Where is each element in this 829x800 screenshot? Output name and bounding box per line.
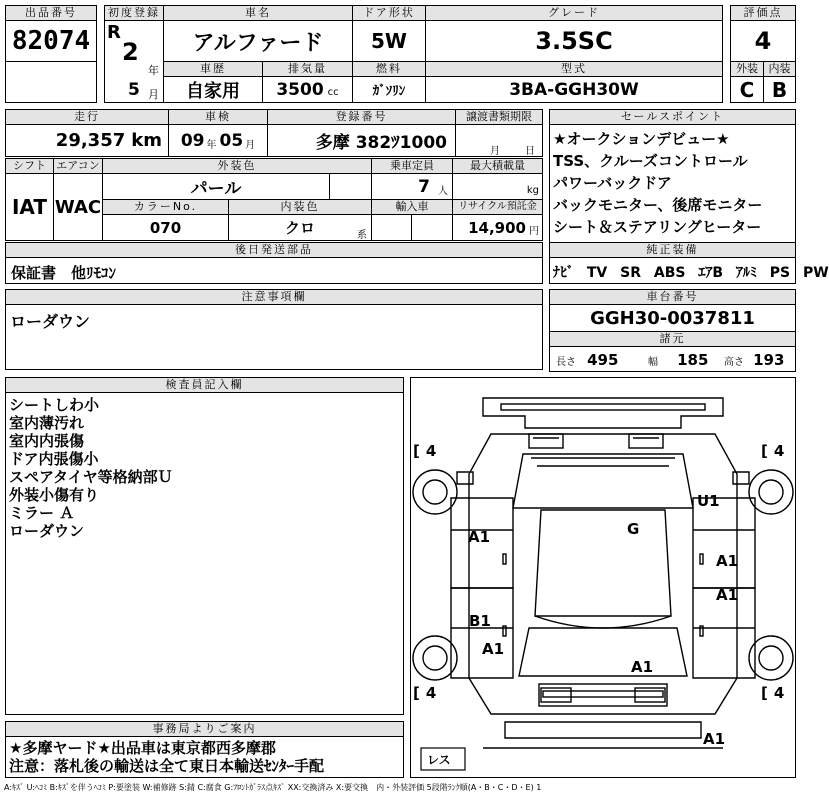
lot-no-blank xyxy=(5,61,97,103)
load-label: 最大積載量 xyxy=(452,158,543,174)
mark-a1-right-rear: A1 xyxy=(716,586,739,604)
sales-item: TSS、クルーズコントロール xyxy=(553,152,748,170)
recycle-label: リサイクル預託金 xyxy=(452,199,543,215)
later-value: 保証書 他ﾘﾓｺﾝ xyxy=(11,264,117,282)
insp-year-unit: 年 xyxy=(206,140,217,151)
mileage-unit: km xyxy=(131,130,162,151)
lot-no-label: 出品番号 xyxy=(5,5,97,21)
office-label: 事務局よりご案内 xyxy=(5,721,404,737)
mark-a1-left-front: A1 xyxy=(468,528,491,546)
inspector-label: 検査員記入欄 xyxy=(5,377,404,393)
displacement: 3500 xyxy=(276,79,324,100)
score: 4 xyxy=(730,20,796,62)
color: パール xyxy=(102,173,330,200)
tire-fr-value: 4 xyxy=(773,442,785,460)
sales-list xyxy=(553,128,762,238)
plate-label: 登録番号 xyxy=(267,109,456,125)
color-no-label: カラーNo. xyxy=(102,199,229,215)
mileage-label: 走行 xyxy=(5,109,169,125)
int-color: クロ xyxy=(284,219,315,237)
tire-fl-value: 4 xyxy=(425,442,437,460)
sales-item: シート＆ステアリングヒーター xyxy=(553,218,762,236)
length-label: 長さ xyxy=(556,357,576,368)
capacity-unit: 人 xyxy=(438,186,448,197)
color-label: 外装色 xyxy=(102,158,372,174)
legend: A:ｷｽﾞ U:ﾍｺﾐ B:ｷｽﾞを伴うﾍｺﾐ P:要塗装 W:補修跡 S:錆 C:腐食 G:ﾌﾛﾝﾄｶﾞﾗｽ点ｷｽﾞ XX:交換済み X:要交換 内・外装評価 5段階ﾗﾝｸ順(A・B・C・D・E) 1 xyxy=(4,783,542,792)
mark-b1: B1 xyxy=(469,612,491,630)
lot-no: 82074 xyxy=(5,20,97,62)
equipment-list xyxy=(553,262,829,282)
office-line-1: ★多摩ヤード★出品車は東京都西多摩郡 xyxy=(9,739,276,757)
spare-value: レス xyxy=(427,753,451,767)
shift: IAT xyxy=(5,173,54,241)
reg-month-unit: 月 xyxy=(148,88,159,101)
door-label: ドア形状 xyxy=(352,5,426,21)
tire-fl: [ 4 xyxy=(413,442,437,460)
inspection-label: 車検 xyxy=(168,109,268,125)
mark-a1-bumper: A1 xyxy=(703,730,726,748)
transfer-month-unit: 月 xyxy=(490,146,500,157)
import-left xyxy=(371,214,412,241)
grade: 3.5SC xyxy=(425,20,723,62)
notes-value: ローダウン xyxy=(10,312,91,331)
fuel-label: 燃料 xyxy=(352,61,426,77)
load-box xyxy=(452,173,543,200)
equipment-item: PS xyxy=(769,265,791,281)
equipment-item: ｱﾙﾐ xyxy=(735,265,757,281)
insp-month-unit: 月 xyxy=(245,140,256,151)
equipment-item: SR xyxy=(620,265,642,281)
import-label: 輸入車 xyxy=(371,199,453,215)
model: 3BA-GGH30W xyxy=(425,76,723,103)
reg-year: 2 xyxy=(122,38,139,66)
ac-label: エアコン xyxy=(53,158,103,174)
length: 495 xyxy=(587,351,619,369)
fuel: ｶﾞｿﾘﾝ xyxy=(352,76,426,103)
width-label: 幅 xyxy=(648,357,658,368)
equipment-label: 純正装備 xyxy=(549,242,796,258)
equipment-item: PW xyxy=(803,265,829,281)
width: 185 xyxy=(677,351,709,369)
displacement-box xyxy=(262,76,353,103)
equipment-item: ｴｱB xyxy=(698,265,724,281)
color-no: 070 xyxy=(102,214,229,241)
shift-label: シフト xyxy=(5,158,54,174)
recycle-box xyxy=(452,214,543,241)
era: R xyxy=(107,22,121,43)
int-label: 内装 xyxy=(763,61,796,77)
sales-label: セールスポイント xyxy=(549,109,796,125)
int-color-box xyxy=(228,214,372,241)
int-color-label: 内装色 xyxy=(228,199,372,215)
score-label: 評価点 xyxy=(730,5,796,21)
sales-item: パワーバックドア xyxy=(553,174,672,192)
load-unit: kg xyxy=(526,185,539,196)
tire-fr: [ 4 xyxy=(761,442,785,460)
first-reg-label: 初度登録 xyxy=(104,5,164,21)
plate: 多摩 382ﾂ1000 xyxy=(267,124,456,157)
mark-a1-left-rear: A1 xyxy=(482,640,505,658)
transfer-day-unit: 日 xyxy=(525,146,535,157)
reg-year-unit: 年 xyxy=(148,64,159,77)
capacity: 7 xyxy=(418,176,430,197)
office-line-2: 注意：落札後の輸送は全て東日本輸送ｾﾝﾀｰ手配 xyxy=(9,757,325,775)
tire-rr-value: 4 xyxy=(773,684,785,702)
equipment-item: ﾅﾋﾞ xyxy=(553,265,574,281)
inspector-list xyxy=(9,396,173,540)
color-extra xyxy=(329,173,372,200)
inspector-line: 外装小傷有り xyxy=(9,486,100,504)
spec-height xyxy=(724,350,784,369)
model-label: 型式 xyxy=(425,61,723,77)
inspector-line: スペアタイヤ等格納部Ｕ xyxy=(9,468,173,486)
spec-width xyxy=(648,350,708,369)
mileage-box xyxy=(5,124,169,157)
equipment-item: TV xyxy=(586,265,608,281)
mark-g: G xyxy=(627,520,640,538)
recycle: 14,900 xyxy=(468,218,526,237)
displacement-unit: cc xyxy=(327,87,339,98)
ext-grade: C xyxy=(730,76,764,103)
equipment-item: ABS xyxy=(653,265,686,281)
later-label: 後日発送部品 xyxy=(5,242,543,258)
tire-rr: [ 4 xyxy=(761,684,785,702)
history: 自家用 xyxy=(163,76,263,103)
chassis-no: GGH30-0037811 xyxy=(549,304,796,332)
inspector-line: ローダウン xyxy=(9,522,85,540)
displacement-label: 排気量 xyxy=(262,61,353,77)
ext-label: 外装 xyxy=(730,61,764,77)
mileage: 29,357 xyxy=(55,130,126,151)
mark-a1-right-front: A1 xyxy=(716,552,739,570)
spec-label: 諸元 xyxy=(549,331,796,347)
insp-year: 09 xyxy=(180,130,205,151)
sales-item: ★オークションデビュー★ xyxy=(553,130,730,148)
int-grade: B xyxy=(763,76,796,103)
notes-label: 注意事項欄 xyxy=(5,289,543,305)
inspector-line: 室内内張傷 xyxy=(9,432,85,450)
mark-u1: U1 xyxy=(697,492,720,510)
recycle-unit: 円 xyxy=(529,226,539,237)
door: 5W xyxy=(352,20,426,62)
inspector-line: ドア内張傷小 xyxy=(9,450,99,468)
spec-length xyxy=(556,350,618,369)
inspection-box xyxy=(168,124,268,157)
capacity-box xyxy=(371,173,453,200)
tire-rl-value: 4 xyxy=(425,684,437,702)
mark-a1-rear-center: A1 xyxy=(631,658,654,676)
insp-month: 05 xyxy=(219,130,244,151)
history-label: 車歴 xyxy=(163,61,263,77)
height-label: 高さ xyxy=(724,357,744,368)
inspector-line: ミラー Ａ xyxy=(9,504,75,522)
car-name: アルファード xyxy=(163,20,353,62)
inspector-line: 室内薄汚れ xyxy=(9,414,85,432)
tire-rl: [ 4 xyxy=(413,684,437,702)
car-name-label: 車名 xyxy=(163,5,353,21)
int-color-unit: 系 xyxy=(357,230,367,241)
car-diagram xyxy=(410,377,796,778)
import-right xyxy=(411,214,453,241)
capacity-label: 乗車定員 xyxy=(371,158,453,174)
chassis-label: 車台番号 xyxy=(549,289,796,305)
spare-tire xyxy=(427,751,451,768)
height: 193 xyxy=(753,351,785,369)
inspector-line: シートしわ小 xyxy=(9,396,100,414)
car-outline xyxy=(411,378,795,777)
grade-label: グレード xyxy=(425,5,723,21)
reg-month: 5 xyxy=(128,80,140,100)
ac: WAC xyxy=(53,173,103,241)
transfer-label: 譲渡書類期限 xyxy=(455,109,543,125)
sales-item: バックモニター、後席モニター xyxy=(553,196,763,214)
